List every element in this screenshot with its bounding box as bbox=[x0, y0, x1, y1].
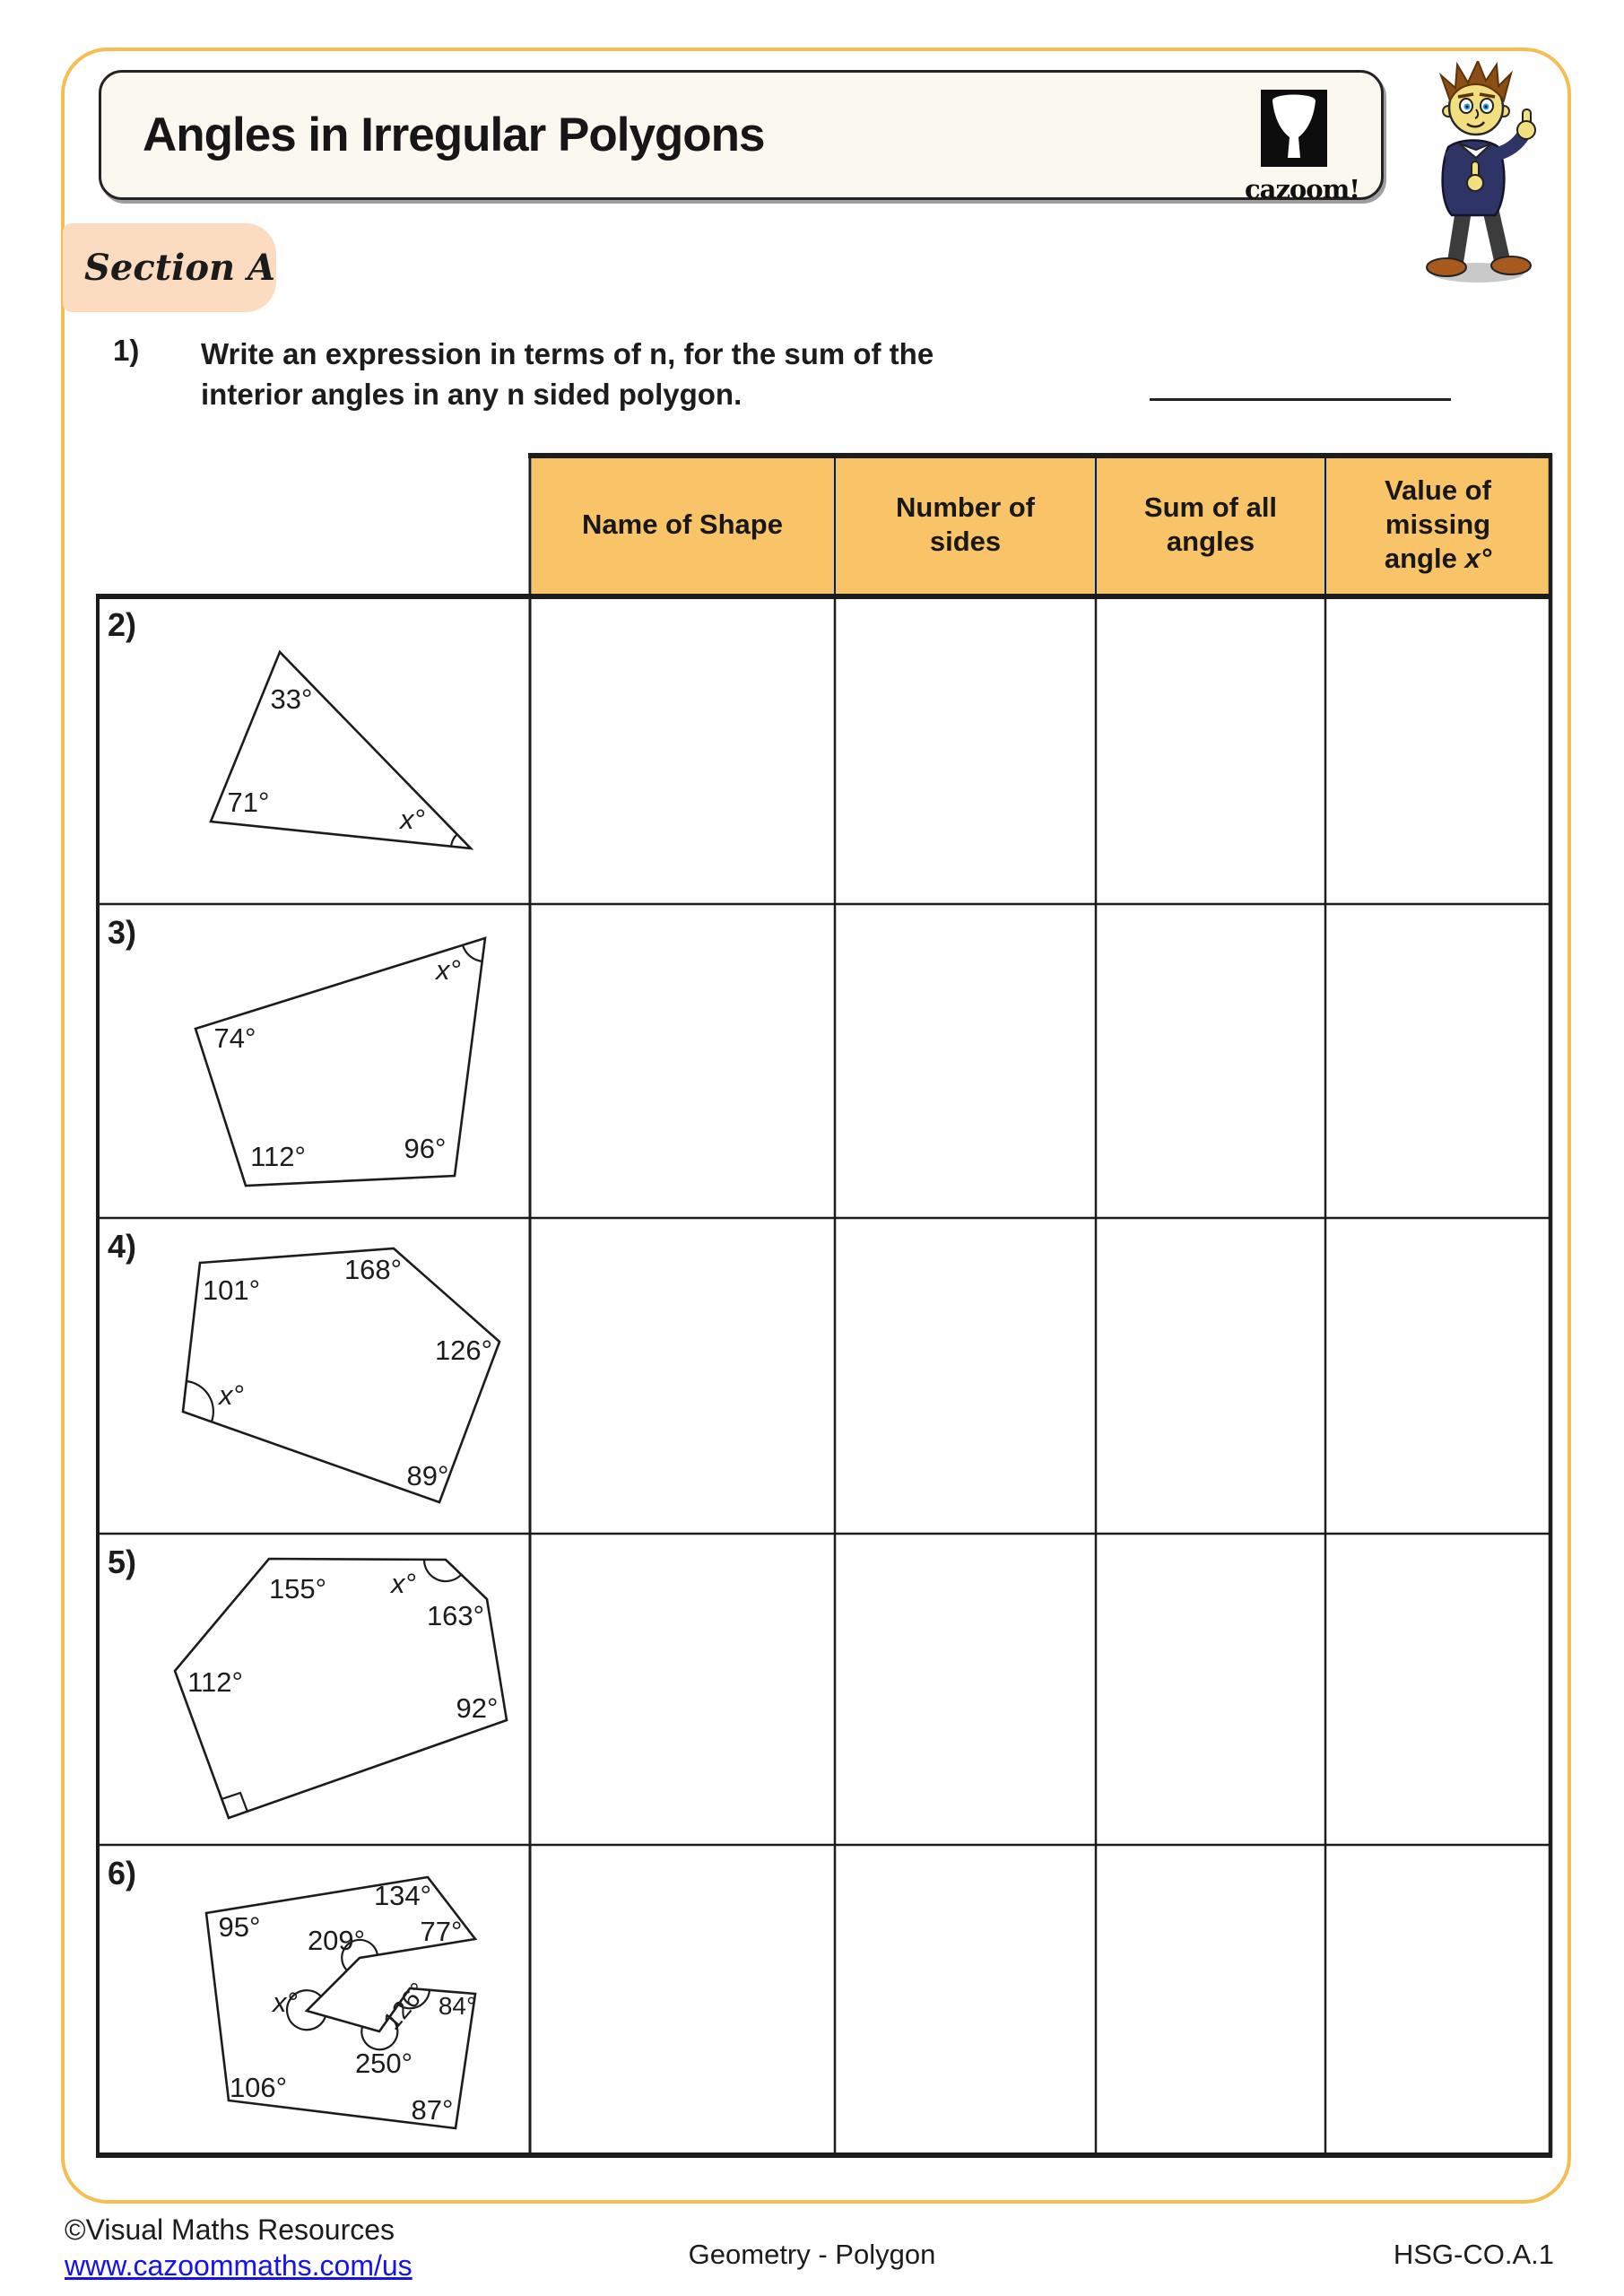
q3-angle-96: 96° bbox=[404, 1133, 447, 1164]
diagram-q5-hexagon bbox=[175, 1559, 507, 1818]
page-title: Angles in Irregular Polygons bbox=[143, 109, 765, 161]
header-number-of-sides: Number of sides bbox=[837, 456, 1094, 594]
cazoom-logo-text: cazoom! bbox=[1245, 174, 1360, 204]
diagram-q2-triangle bbox=[211, 652, 471, 848]
q4-angle-x: x° bbox=[219, 1379, 244, 1411]
q6-angle-134: 134° bbox=[373, 1880, 432, 1911]
q2-angle-71: 71° bbox=[227, 787, 270, 818]
row-6-number: 6) bbox=[108, 1855, 137, 1892]
q6-angle-x: x° bbox=[273, 1987, 298, 2018]
q6-angle-95: 95° bbox=[218, 1911, 261, 1943]
header-name-of-shape: Name of Shape bbox=[532, 456, 833, 594]
footer-topic: Geometry - Polygon bbox=[688, 2239, 936, 2270]
q5-angle-92: 92° bbox=[456, 1692, 499, 1724]
footer-website-link[interactable]: www.cazoommaths.com/us bbox=[65, 2249, 413, 2282]
q4-angle-89: 89° bbox=[406, 1460, 449, 1492]
q4-angle-126: 126° bbox=[434, 1335, 493, 1366]
diagram-q3-quadrilateral bbox=[195, 938, 485, 1186]
q5-angle-x: x° bbox=[391, 1568, 416, 1599]
header-value-of-missing-angle: Value of missing angle x° bbox=[1327, 456, 1549, 594]
section-a-label: Section A bbox=[84, 247, 276, 289]
q4-angle-101: 101° bbox=[202, 1274, 261, 1306]
q6-angle-209: 209° bbox=[307, 1925, 366, 1956]
q4-angle-168: 168° bbox=[343, 1254, 403, 1285]
row-2-number: 2) bbox=[108, 606, 137, 643]
header-sum-of-all-angles: Sum of all angles bbox=[1098, 456, 1324, 594]
q2-angle-33: 33° bbox=[270, 683, 313, 715]
q6-angle-87: 87° bbox=[411, 2094, 454, 2126]
q5-angle-163: 163° bbox=[426, 1600, 485, 1631]
row-3-number: 3) bbox=[108, 914, 137, 951]
q5-angle-112: 112° bbox=[187, 1666, 243, 1698]
q6-angle-84: 84° bbox=[438, 1992, 477, 2020]
q3-angle-112: 112° bbox=[250, 1141, 306, 1172]
q6-angle-106: 106° bbox=[229, 2072, 288, 2103]
footer-copyright: ©Visual Maths Resources bbox=[65, 2213, 395, 2246]
row-4-number: 4) bbox=[108, 1228, 137, 1265]
q5-angle-155: 155° bbox=[268, 1573, 327, 1605]
q3-angle-x: x° bbox=[436, 954, 461, 986]
q2-angle-x: x° bbox=[400, 804, 425, 835]
missing-angle-x-symbol: x° bbox=[1464, 543, 1492, 574]
row-5-number: 5) bbox=[108, 1544, 137, 1580]
footer-standard-code: HSG-CO.A.1 bbox=[1393, 2239, 1554, 2270]
q6-angle-126: 126° bbox=[378, 1977, 433, 2035]
q6-angle-250: 250° bbox=[354, 2048, 413, 2079]
diagram-q6-decagon bbox=[206, 1877, 476, 2128]
diagram-q4-pentagon bbox=[183, 1248, 499, 1502]
question-1-line2: interior angles in any n sided polygon. bbox=[201, 378, 743, 411]
question-1-number: 1) bbox=[113, 334, 140, 367]
q6-angle-77: 77° bbox=[420, 1916, 463, 1947]
q3-angle-74: 74° bbox=[213, 1022, 256, 1054]
question-1-line1: Write an expression in terms of n, for the sum of the bbox=[201, 337, 934, 370]
